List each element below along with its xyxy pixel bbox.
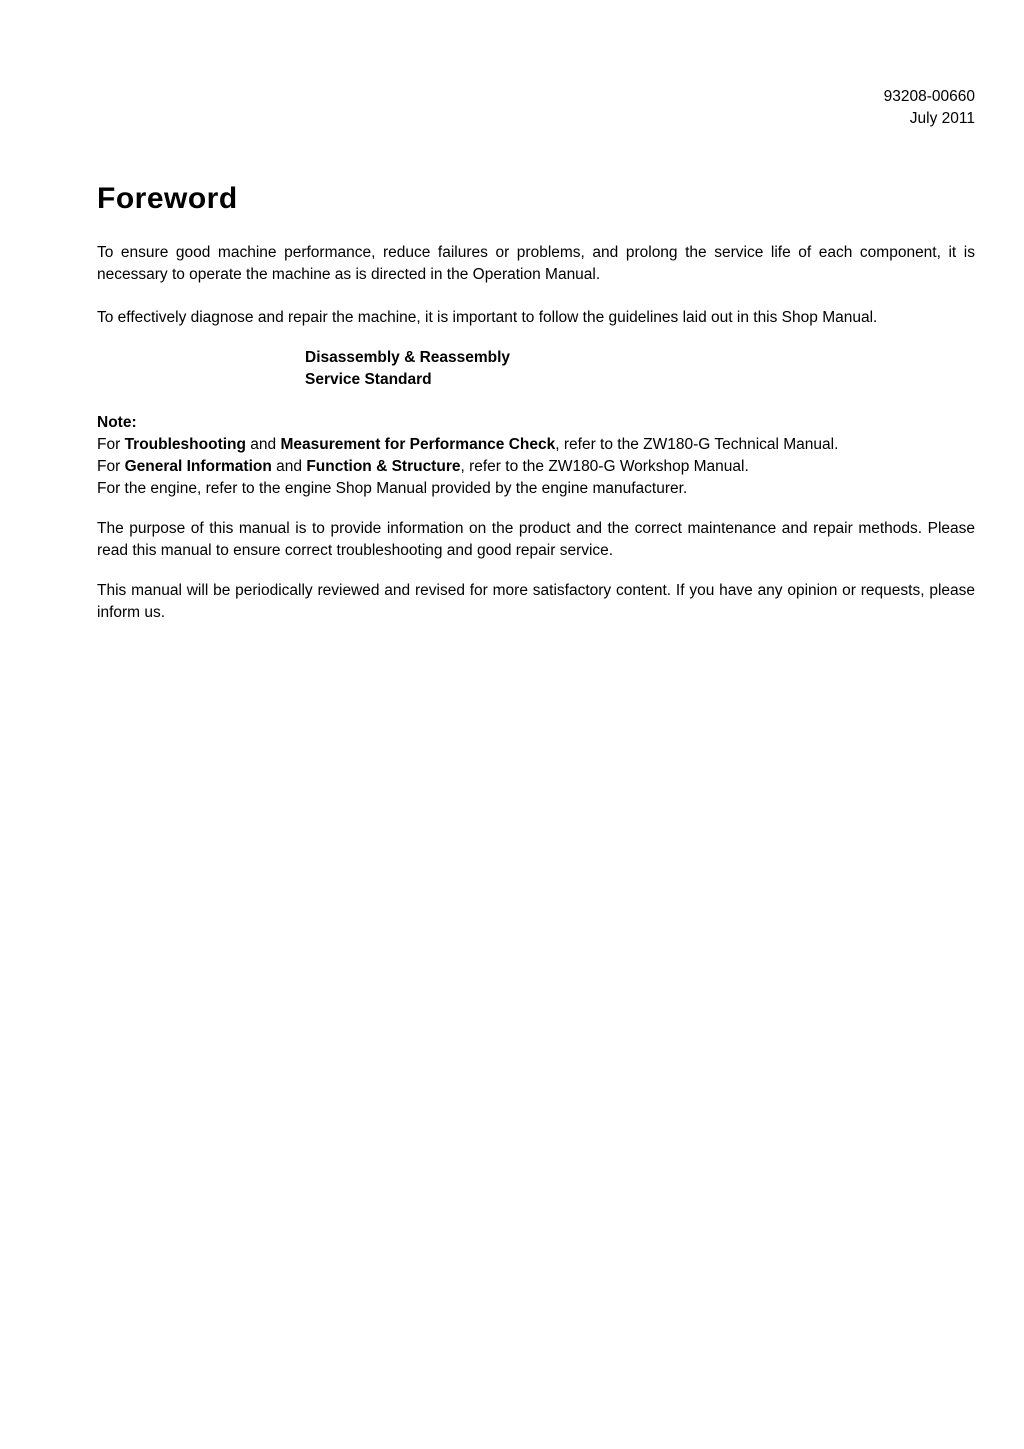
manual-titles xyxy=(305,347,975,391)
document-date: July 2011 xyxy=(909,110,975,127)
note-block xyxy=(97,412,975,500)
paragraph-review: This manual will be periodically reviewed and revised for more satisfactory content. If you have any opinion or requests, please inform us. xyxy=(97,582,975,621)
document-header xyxy=(97,86,975,130)
note-line: For General Information and Function & Structure, refer to the ZW180-G Workshop Manual. xyxy=(97,458,749,475)
paragraph-diagnose: To effectively diagnose and repair the machine, it is important to follow the guidelines laid out in this Shop Manual. xyxy=(97,309,878,326)
manual-title-line: Service Standard xyxy=(305,371,432,388)
note-line: For Troubleshooting and Measurement for Performance Check, refer to the ZW180-G Technical Manual. xyxy=(97,436,839,453)
paragraph-purpose: The purpose of this manual is to provide information on the product and the correct maintenance and repair methods. Please read this manual to ensure correct troubleshooting and good repair service. xyxy=(97,520,975,559)
document-number: 93208-00660 xyxy=(883,88,975,105)
note-line: For the engine, refer to the engine Shop Manual provided by the engine manufacturer. xyxy=(97,480,688,497)
note-lines xyxy=(97,434,975,500)
manual-title-line: Disassembly & Reassembly xyxy=(305,349,511,366)
page-title: Foreword xyxy=(97,182,238,215)
paragraph-performance: To ensure good machine performance, reduce failures or problems, and prolong the service life of each component, it is necessary to operate the machine as is directed in the Operation Manual. xyxy=(97,244,975,283)
note-label: Note: xyxy=(97,414,137,431)
